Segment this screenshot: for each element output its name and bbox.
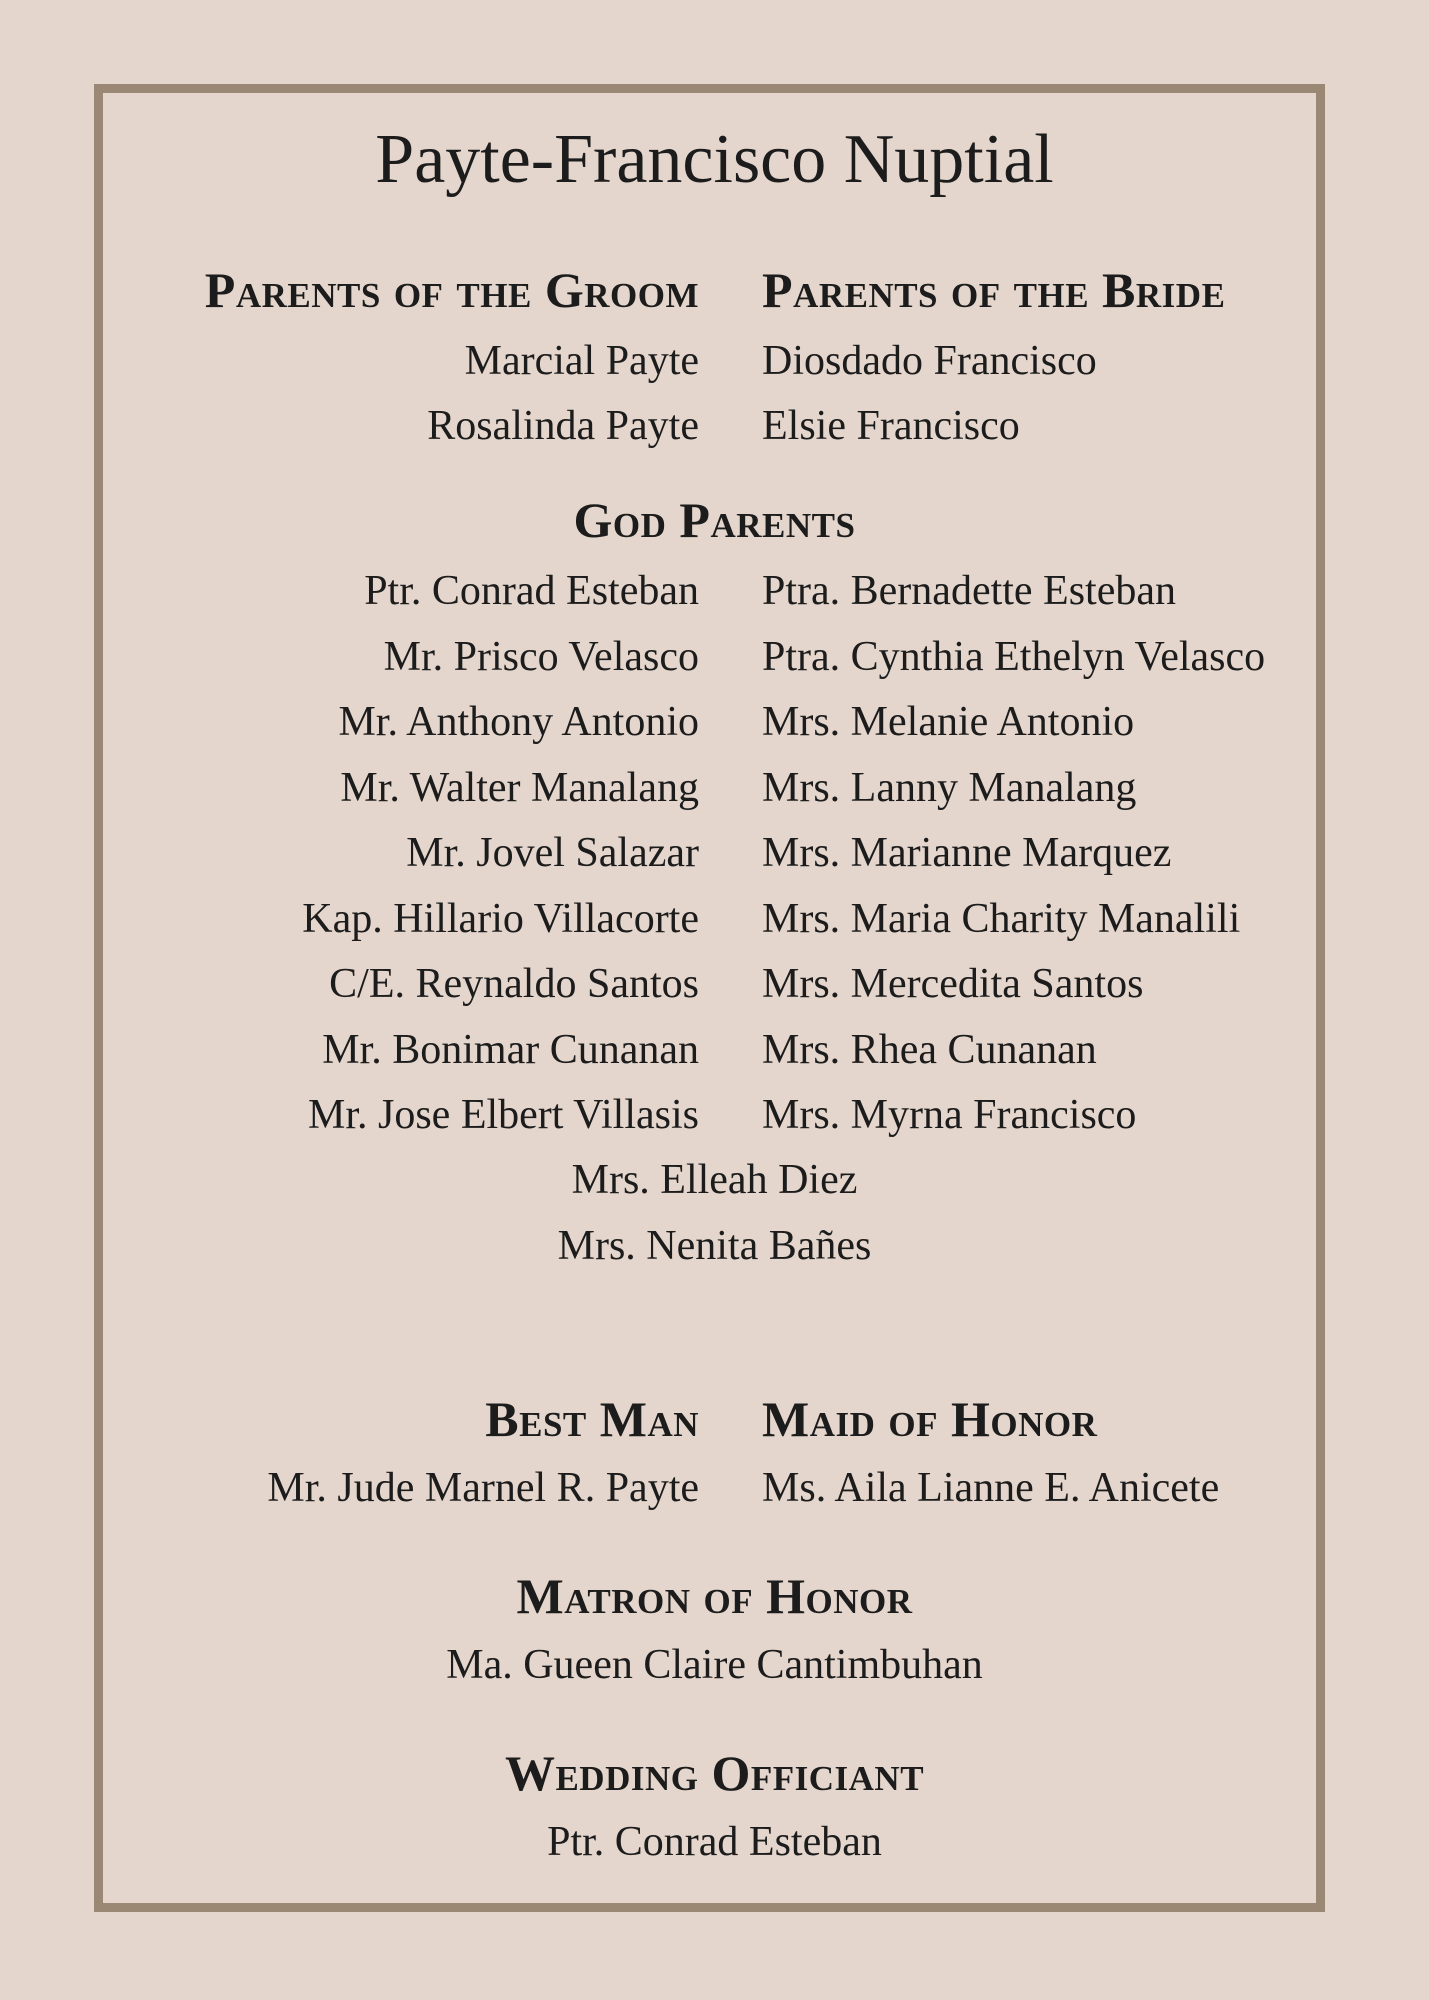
godparent-left-name: Mr. Bonimar Cunanan bbox=[322, 1027, 699, 1073]
godparents-heading: God Parents bbox=[573, 492, 856, 548]
godparent-right-name: Mrs. Maria Charity Manalili bbox=[762, 896, 1241, 942]
godparent-left-name: Mr. Jovel Salazar bbox=[406, 830, 699, 876]
groom-parent-name: Marcial Payte bbox=[464, 338, 699, 384]
godparent-right-name: Ptra. Cynthia Ethelyn Velasco bbox=[762, 634, 1266, 680]
godparent-right-name: Mrs. Melanie Antonio bbox=[762, 699, 1135, 745]
godparent-left-name: Kap. Hillario Villacorte bbox=[302, 896, 699, 942]
godparent-right-name: Mrs. Mercedita Santos bbox=[762, 961, 1144, 1007]
maid-of-honor-heading: Maid of Honor bbox=[762, 1391, 1098, 1447]
godparent-left-name: Mr. Jose Elbert Villasis bbox=[307, 1092, 699, 1138]
godparent-right-name: Mrs. Rhea Cunanan bbox=[762, 1027, 1097, 1073]
maid-of-honor-name: Ms. Aila Lianne E. Anicete bbox=[762, 1465, 1220, 1511]
best-man-heading: Best Man bbox=[485, 1391, 699, 1447]
godparent-right-name: Mrs. Lanny Manalang bbox=[762, 765, 1137, 811]
godparent-center-name: Mrs. Nenita Bañes bbox=[557, 1223, 872, 1269]
matron-of-honor-name: Ma. Gueen Claire Cantimbuhan bbox=[446, 1642, 983, 1688]
godparent-left-name: Ptr. Conrad Esteban bbox=[364, 568, 699, 614]
wedding-officiant-name: Ptr. Conrad Esteban bbox=[547, 1819, 882, 1865]
godparent-left-name: Mr. Anthony Antonio bbox=[338, 699, 699, 745]
bride-parent-name: Elsie Francisco bbox=[762, 403, 1020, 449]
godparent-right-name: Mrs. Marianne Marquez bbox=[762, 830, 1172, 876]
godparent-right-name: Mrs. Myrna Francisco bbox=[762, 1092, 1137, 1138]
godparent-center-name: Mrs. Elleah Diez bbox=[571, 1157, 858, 1203]
wedding-officiant-heading: Wedding Officiant bbox=[504, 1745, 925, 1801]
best-man-name: Mr. Jude Marnel R. Payte bbox=[267, 1465, 699, 1511]
godparent-right-name: Ptra. Bernadette Esteban bbox=[762, 568, 1177, 614]
godparent-left-name: Mr. Prisco Velasco bbox=[383, 634, 699, 680]
matron-of-honor-heading: Matron of Honor bbox=[516, 1568, 913, 1624]
bride-parent-name: Diosdado Francisco bbox=[762, 338, 1097, 384]
groom-parents-heading: Parents of the Groom bbox=[204, 262, 699, 318]
page-title: Payte-Francisco Nuptial bbox=[375, 121, 1054, 198]
godparent-left-name: Mr. Walter Manalang bbox=[340, 765, 699, 811]
groom-parent-name: Rosalinda Payte bbox=[427, 403, 699, 449]
bride-parents-heading: Parents of the Bride bbox=[762, 262, 1226, 318]
godparent-left-name: C/E. Reynaldo Santos bbox=[329, 961, 699, 1007]
